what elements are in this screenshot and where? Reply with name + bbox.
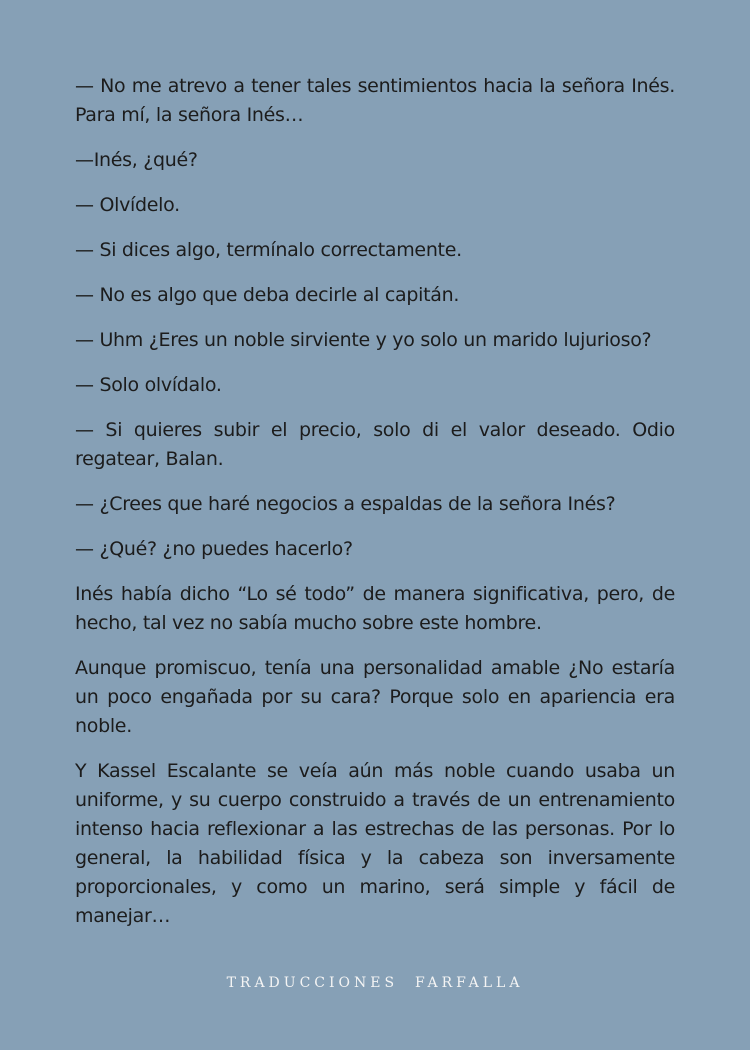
footer-credit: TRADUCCIONES FARFALLA xyxy=(226,975,524,991)
paragraph: Inés había dicho “Lo sé todo” de manera significativa, pero, de hecho, tal vez no sabía mucho sobre este hombre. xyxy=(75,583,675,634)
paragraph: —Inés, ¿qué? xyxy=(75,149,198,171)
paragraph: — ¿Qué? ¿no puedes hacerlo? xyxy=(75,538,353,560)
paragraph: — Si quieres subir el precio, solo di el valor deseado. Odio regatear, Balan. xyxy=(75,419,675,470)
paragraph: — Olvídelo. xyxy=(75,194,180,216)
paragraph: — No es algo que deba decirle al capitán. xyxy=(75,284,460,306)
paragraph: Y Kassel Escalante se veía aún más noble cuando usaba un uniforme, y su cuerpo construido a través de un entrenamiento intenso hacia reflexionar a las estrechas de las personas. Por lo general, la habilidad física y la cabeza son inversamente proporcionales, y como un marino, será simple y fácil de manejar… xyxy=(75,760,675,927)
paragraph: — ¿Crees que haré negocios a espaldas de la señora Inés? xyxy=(75,493,616,515)
paragraph: — Solo olvídalo. xyxy=(75,374,222,396)
paragraph: — Uhm ¿Eres un noble sirviente y yo solo un marido lujurioso? xyxy=(75,329,652,351)
paragraph: Aunque promiscuo, tenía una personalidad amable ¿No estaría un poco engañada por su cara? Porque solo en apariencia era noble. xyxy=(75,657,675,737)
paragraph: — No me atrevo a tener tales sentimientos hacia la señora Inés. Para mí, la señora Inés… xyxy=(75,75,675,126)
paragraph: — Si dices algo, termínalo correctamente. xyxy=(75,239,462,261)
document-body xyxy=(75,72,675,947)
